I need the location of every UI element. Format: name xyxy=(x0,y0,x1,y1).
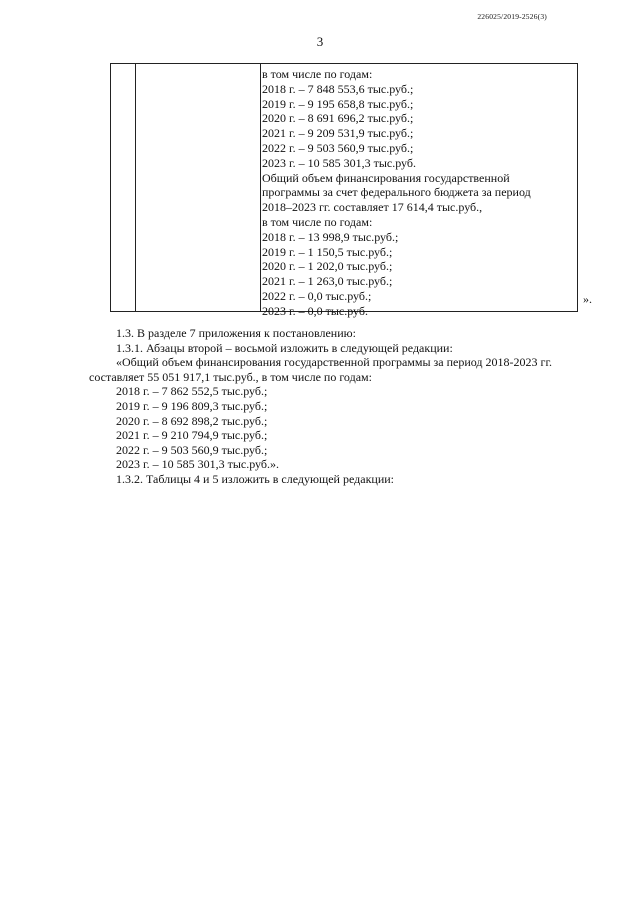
table-line: 2020 г. – 8 691 696,2 тыс.руб.; xyxy=(262,111,414,126)
table-line: 2021 г. – 1 263,0 тыс.руб.; xyxy=(262,274,393,289)
table-column-number xyxy=(111,64,136,311)
quote-line-1: «Общий объем финансирования государственной программы за период 2018-2023 гг. xyxy=(116,355,553,370)
table-line: 2023 г. – 10 585 301,3 тыс.руб. xyxy=(262,155,416,170)
table-line: 2020 г. – 1 202,0 тыс.руб.; xyxy=(262,259,393,274)
table-line: Общий объем финансирования государственной xyxy=(262,170,510,185)
year-line: 2018 г. – 7 862 552,5 тыс.руб.; xyxy=(116,384,268,399)
paragraph-1-3: 1.3. В разделе 7 приложения к постановлению: xyxy=(116,326,356,340)
table-line: 2022 г. – 0,0 тыс.руб.; xyxy=(262,288,372,303)
table-line: 2018 г. – 13 998,9 тыс.руб.; xyxy=(262,229,399,244)
year-line: 2021 г. – 9 210 794,9 тыс.руб.; xyxy=(116,428,268,443)
table-line: 2023 г. – 0,0 тыс.руб. xyxy=(262,303,368,318)
table-line: 2018 г. – 7 848 553,6 тыс.руб.; xyxy=(262,81,414,96)
table-line: 2019 г. – 1 150,5 тыс.руб.; xyxy=(262,244,393,259)
table-line: 2018–2023 гг. составляет 17 614,4 тыс.руб., xyxy=(262,200,483,215)
year-line: 2020 г. – 8 692 898,2 тыс.руб.; xyxy=(116,413,268,428)
closing-quote-mark: ». xyxy=(583,292,592,306)
document-body xyxy=(89,326,626,487)
table-line: 2021 г. – 9 209 531,9 тыс.руб.; xyxy=(262,126,414,141)
page-number: 3 xyxy=(316,34,324,49)
table-line: 2022 г. – 9 503 560,9 тыс.руб.; xyxy=(262,140,414,155)
table-line: в том числе по годам: xyxy=(262,214,373,229)
funding-table xyxy=(110,63,578,318)
table-cell-funding-text xyxy=(262,67,573,319)
year-line: 2019 г. – 9 196 809,3 тыс.руб.; xyxy=(116,398,268,413)
document-number: 226025/2019-2526(3) xyxy=(477,12,547,21)
quote-line-2: составляет 55 051 917,1 тыс.руб., в том числе по годам: xyxy=(89,369,372,384)
table-line: в том числе по годам: xyxy=(262,67,373,81)
paragraph-1-3-1: 1.3.1. Абзацы второй – восьмой изложить в следующей редакции: xyxy=(116,340,453,355)
table-line: 2019 г. – 9 195 658,8 тыс.руб.; xyxy=(262,96,414,111)
table-column-name xyxy=(136,64,261,311)
year-line: 2023 г. – 10 585 301,3 тыс.руб.». xyxy=(116,457,279,472)
year-line: 2022 г. – 9 503 560,9 тыс.руб.; xyxy=(116,442,268,457)
table-line: программы за счет федерального бюджета за период xyxy=(262,185,531,200)
paragraph-1-3-2: 1.3.2. Таблицы 4 и 5 изложить в следующей редакции: xyxy=(116,471,394,486)
